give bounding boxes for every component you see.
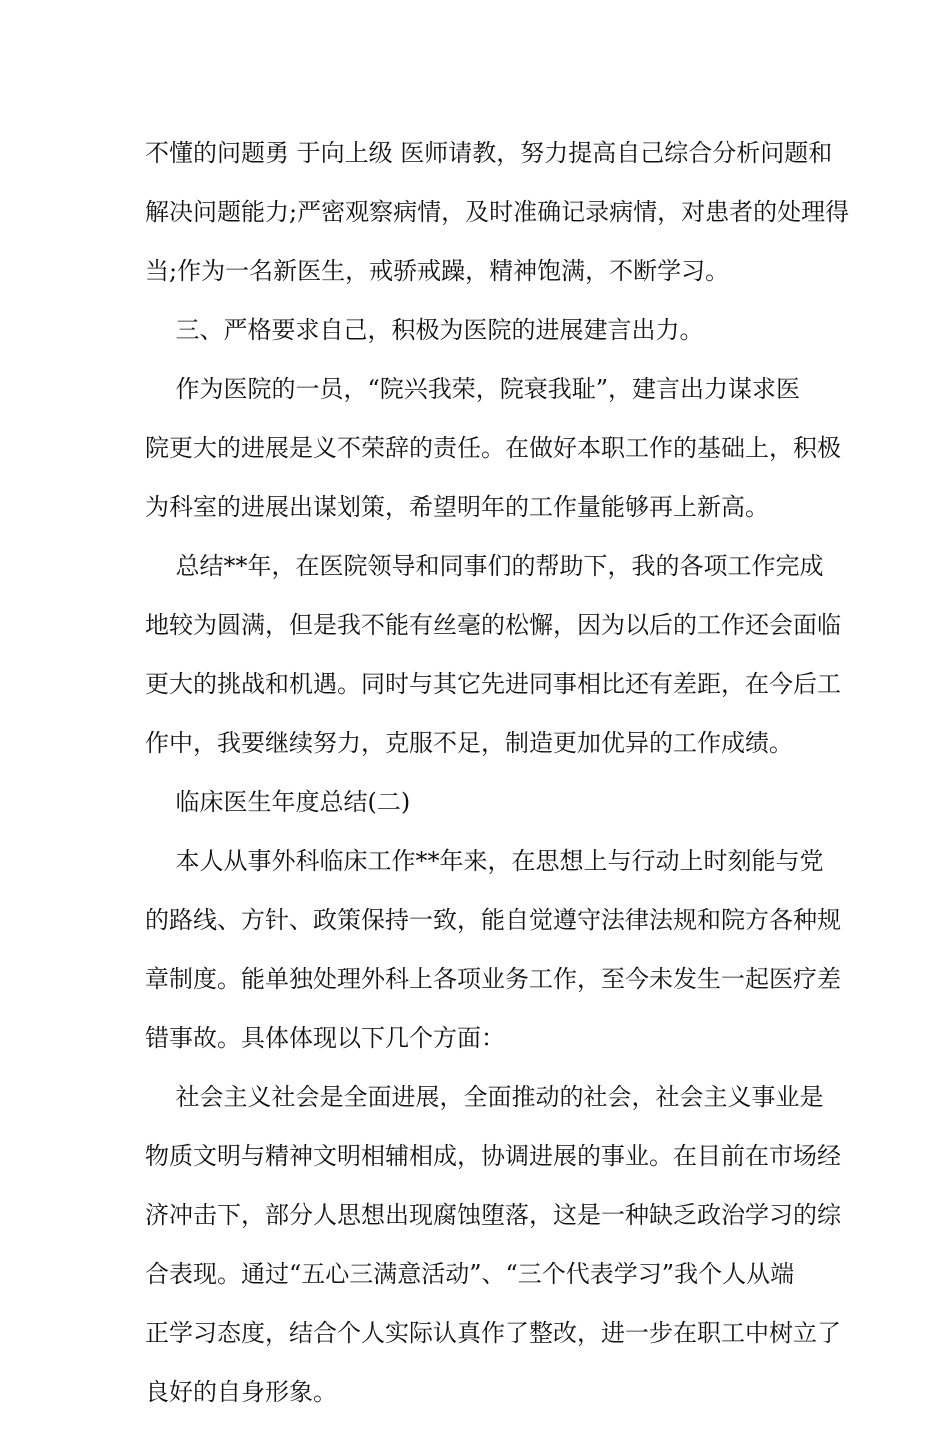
section-heading-three — [145, 308, 810, 352]
paragraph-summary — [145, 544, 841, 765]
text-line: 的路线、方针、政策保持一致，能自觉遵守法律法规和院方各种规 — [145, 906, 841, 934]
text-line: 总结**年，在医院领导和同事们的帮助下，我的各项工作完成 — [145, 552, 824, 580]
text-line: 物质文明与精神文明相辅相成，协调进展的事业。在目前在市场经 — [145, 1142, 841, 1170]
text-line: 为科室的进展出谋划策，希望明年的工作量能够再上新高。 — [145, 493, 769, 521]
text-line: 章制度。能单独处理外科上各项业务工作，至今未发生一起医疗差 — [145, 965, 841, 993]
text-line: 作中，我要继续努力，克服不足，制造更加优异的工作成绩。 — [145, 729, 793, 757]
text-line: 错事故。具体体现以下几个方面： — [145, 1024, 505, 1052]
text-line: 更大的挑战和机遇。同时与其它先进同事相比还有差距，在今后工 — [145, 670, 841, 698]
text-line: 济冲击下，部分人思想出现腐蚀堕落，这是一种缺乏政治学习的综 — [145, 1201, 841, 1229]
text-line: 作为医院的一员，“院兴我荣，院衰我耻”，建言出力谋求医 — [145, 375, 801, 403]
paragraph-continuation — [145, 131, 850, 293]
text-line: 临床医生年度总结(二) — [145, 788, 411, 816]
text-line: 院更大的进展是义不荣辞的责任。在做好本职工作的基础上，积极 — [145, 434, 841, 462]
paragraph-hospital-member — [145, 367, 841, 529]
text-line: 解决问题能力;严密观察病情，及时准确记录病情，对患者的处理得 — [145, 198, 850, 226]
text-line: 三、严格要求自己，积极为医院的进展建言出力。 — [145, 316, 704, 344]
text-line: 本人从事外科临床工作**年来，在思想上与行动上时刻能与党 — [145, 847, 824, 875]
text-line: 当;作为一名新医生，戒骄戒躁，精神饱满，不断学习。 — [145, 257, 730, 285]
text-line: 良好的自身形象。 — [145, 1378, 337, 1406]
text-line: 地较为圆满，但是我不能有丝毫的松懈，因为以后的工作还会面临 — [145, 611, 841, 639]
text-line: 正学习态度，结合个人实际认真作了整改，进一步在职工中树立了 — [145, 1319, 841, 1347]
text-line: 不懂的问题勇 于向上级 医师请教，努力提高自己综合分析问题和 — [145, 139, 833, 167]
section-title-two — [145, 780, 810, 824]
document-body — [145, 131, 850, 1429]
text-line: 合表现。通过“五心三满意活动”、“三个代表学习”我个人从端 — [145, 1260, 795, 1288]
paragraph-socialism — [145, 1075, 841, 1414]
paragraph-surgery-work — [145, 839, 841, 1060]
text-line: 社会主义社会是全面进展，全面推动的社会，社会主义事业是 — [145, 1083, 824, 1111]
